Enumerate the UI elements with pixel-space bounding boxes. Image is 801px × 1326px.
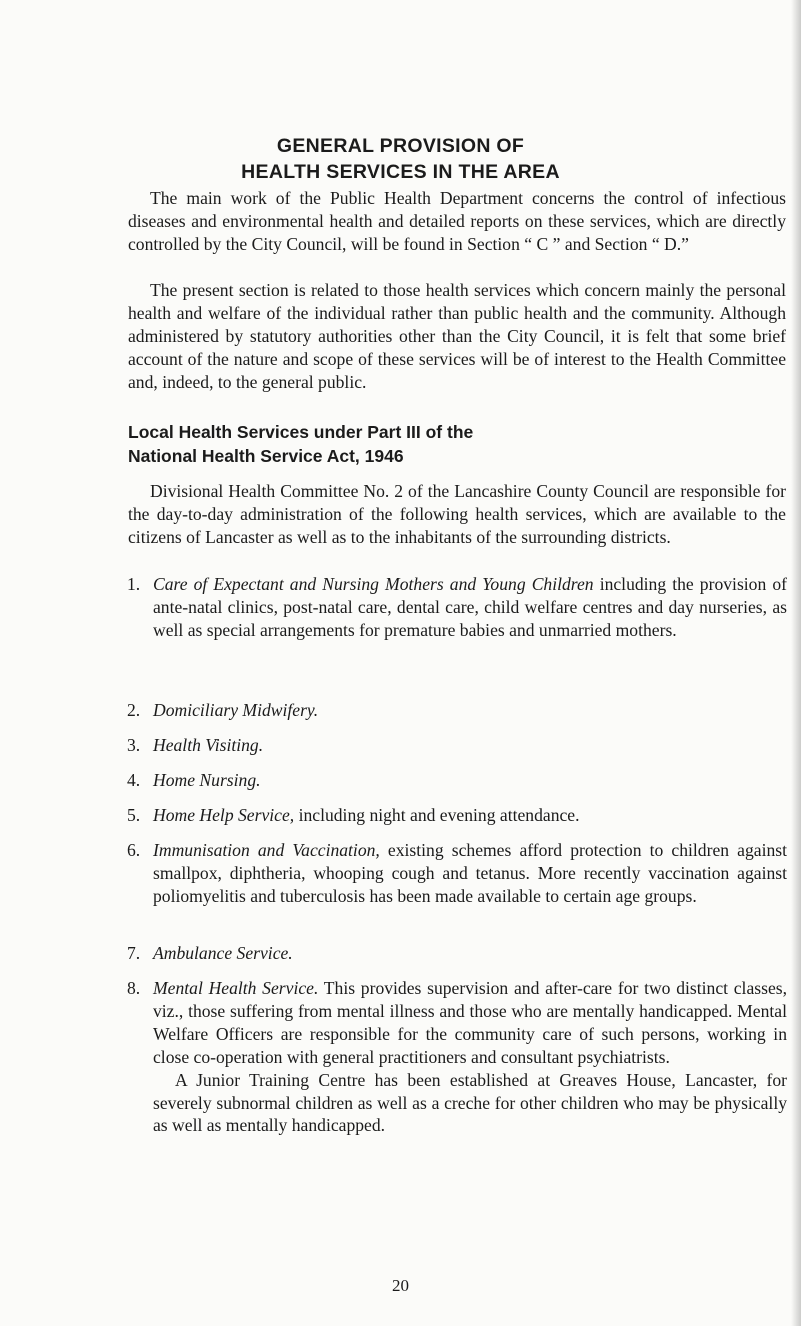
list-item	[127, 699, 787, 722]
list-item-title: Home Help Service,	[153, 805, 295, 825]
list-item-number: 4.	[127, 770, 141, 790]
list-item-text: This provides supervision and after-care for two distinct classes, viz., those suffering from mental illness and those who are mentally handicapped. Mental Welfare Officers are responsible for the community care of such persons, working in close co-operation with general practitioners and consultant psychiatrists.	[153, 978, 788, 1067]
list-item-number: 7.	[127, 943, 141, 963]
list-item	[127, 977, 788, 1137]
list-item-number: 3.	[127, 735, 141, 755]
list-item-text: including night and evening attendance.	[294, 805, 580, 825]
page-number: 20	[392, 1276, 409, 1295]
list-item-number: 6.	[127, 840, 141, 860]
section-paragraph: Divisional Health Committee No. 2 of the Lancashire County Council are responsible for the day-to-day administration of the following health services, which are available to the citizens of Lancaster as well as to the inhabitants of the surrounding districts.	[128, 481, 786, 547]
section-heading-line2: National Health Service Act, 1946	[128, 446, 404, 466]
page-edge-shadow	[791, 0, 801, 1326]
list-item-title: Domiciliary Midwifery.	[153, 700, 319, 720]
list-item	[127, 573, 788, 642]
list-item-number: 5.	[127, 805, 141, 825]
list-item-text: existing schemes afford protection to children against smallpox, diphtheria, whooping cough and tetanus. More recently vaccination against poliomyelitis and tuberculosis has been made available to certain age groups.	[153, 840, 787, 906]
list-item	[127, 804, 787, 827]
list-item-number: 2.	[127, 700, 141, 720]
list-item-text: including the provision of ante-natal clinics, post-natal care, dental care, child welfare centres and day nurseries, as well as special arrangements for premature babies and unmarried mothers.	[153, 574, 788, 640]
list-item-title: Immunisation and Vaccination,	[153, 840, 380, 860]
list-item-title: Ambulance Service.	[153, 943, 293, 963]
list-item-title: Mental Health Service.	[153, 978, 319, 998]
list-item	[127, 942, 787, 965]
list-item-title: Health Visiting.	[153, 735, 264, 755]
list-item	[127, 734, 787, 757]
intro-paragraph-1: The main work of the Public Health Department concerns the control of infectious diseases and environmental health and detailed reports on these services, which are directly controlled by the City Council, will be found in Section “ C ” and Section “ D.”	[128, 188, 786, 254]
list-item-title: Home Nursing.	[153, 770, 261, 790]
list-item	[127, 839, 787, 908]
list-item-number: 1.	[127, 574, 141, 594]
list-item-continuation: A Junior Training Centre has been established at Greaves House, Lancaster, for severely subnormal children as well as a creche for other children who may be physically as well as mentally handicapped.	[153, 1069, 787, 1136]
section-heading-line1: Local Health Services under Part III of the	[128, 422, 474, 442]
intro-paragraph-2: The present section is related to those health services which concern mainly the personal health and welfare of the individual rather than public health and the community. Although administered by statutory authorities other than the City Council, it is felt that some brief account of the nature and scope of these services will be of interest to the Health Committee and, indeed, to the general public.	[128, 280, 786, 392]
list-item-number: 8.	[127, 978, 141, 998]
list-item	[127, 769, 787, 792]
list-item-title: Care of Expectant and Nursing Mothers and Young Children	[153, 574, 594, 594]
page-title-line1: GENERAL PROVISION OF	[276, 135, 525, 157]
page-title-line2: HEALTH SERVICES IN THE AREA	[241, 161, 560, 183]
